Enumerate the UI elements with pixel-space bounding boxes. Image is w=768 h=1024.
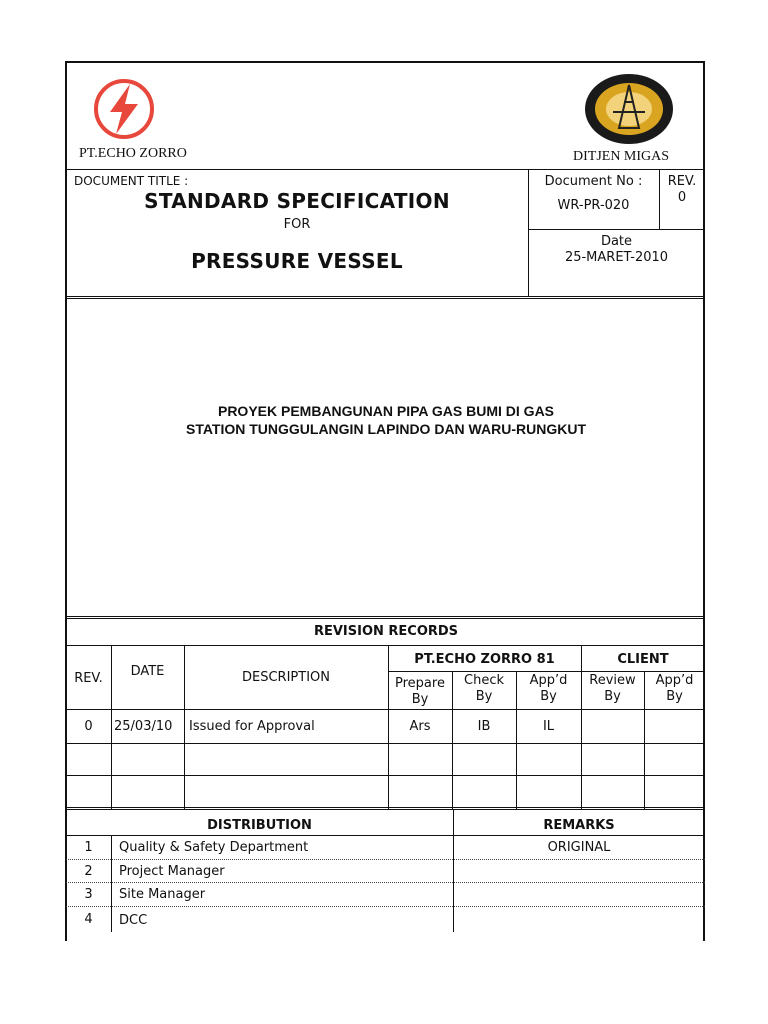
revision-group-client: CLIENT (617, 652, 669, 667)
col-prepare-line2: By (411, 692, 429, 707)
rev-value: 0 (677, 190, 687, 205)
col-review-line2: By (604, 689, 621, 704)
col-prepare-line1: Prepare (395, 676, 445, 691)
distribution-item-no: 4 (84, 912, 93, 927)
doc-title-label: DOCUMENT TITLE : (74, 174, 189, 188)
distribution-item-no: 2 (84, 864, 93, 879)
revision-records-title: REVISION RECORDS (313, 624, 459, 639)
company-left-name: PT.ECHO ZORRO (79, 146, 187, 161)
echo-zorro-logo-icon (92, 78, 156, 140)
ditjen-migas-seal-icon (583, 72, 675, 146)
project-title-line1: PROYEK PEMBANGUNAN PIPA GAS BUMI DI GAS (217, 403, 555, 419)
date-value: 25-MARET-2010 (564, 250, 669, 265)
revision-row-appd: IL (542, 719, 555, 734)
rev-label: REV. (667, 174, 697, 189)
remarks-title: REMARKS (543, 818, 615, 833)
revision-row-description: Issued for Approval (189, 719, 315, 734)
col-date-header: DATE (130, 664, 165, 679)
col-appd-line1: App’d (529, 673, 568, 688)
remarks-value: ORIGINAL (547, 840, 611, 855)
revision-row-rev: 0 (84, 719, 93, 734)
col-client-appd-line2: By (666, 689, 683, 704)
revision-row-date: 25/03/10 (114, 719, 173, 734)
revision-row-check: IB (477, 719, 491, 734)
col-check-line2: By (475, 689, 493, 704)
doc-no-value: WR-PR-020 (557, 198, 630, 213)
doc-title-for: FOR (283, 217, 311, 232)
col-check-line1: Check (464, 673, 504, 688)
distribution-item-name: Quality & Safety Department (119, 840, 309, 855)
distribution-item-name: Site Manager (119, 887, 206, 902)
col-appd-line2: By (540, 689, 557, 704)
col-review-header (581, 673, 644, 705)
col-check-header (452, 673, 516, 705)
distribution-item-name: Project Manager (119, 864, 225, 879)
doc-no-label: Document No : (544, 174, 643, 189)
col-appd-header (516, 673, 581, 705)
doc-title-line1: STANDARD SPECIFICATION (144, 189, 450, 213)
col-prepare-header (388, 676, 452, 708)
date-label: Date (600, 234, 633, 249)
distribution-title: DISTRIBUTION (207, 818, 312, 833)
distribution-item-name: DCC (119, 913, 148, 928)
revision-row-prepare: Ars (409, 719, 431, 734)
col-client-appd-header (644, 673, 705, 705)
col-description-header: DESCRIPTION (242, 670, 330, 685)
distribution-item-no: 3 (84, 887, 93, 902)
col-client-appd-line1: App’d (655, 673, 694, 688)
doc-title-line2: PRESSURE VESSEL (191, 249, 403, 273)
company-right-name: DITJEN MIGAS (573, 149, 670, 164)
revision-group-company: PT.ECHO ZORRO 81 (414, 652, 555, 667)
project-title-line2: STATION TUNGGULANGIN LAPINDO DAN WARU-RUNGKUT (185, 421, 586, 437)
distribution-item-no: 1 (84, 840, 93, 855)
col-rev-header: REV. (74, 671, 103, 686)
col-review-line1: Review (589, 673, 636, 688)
